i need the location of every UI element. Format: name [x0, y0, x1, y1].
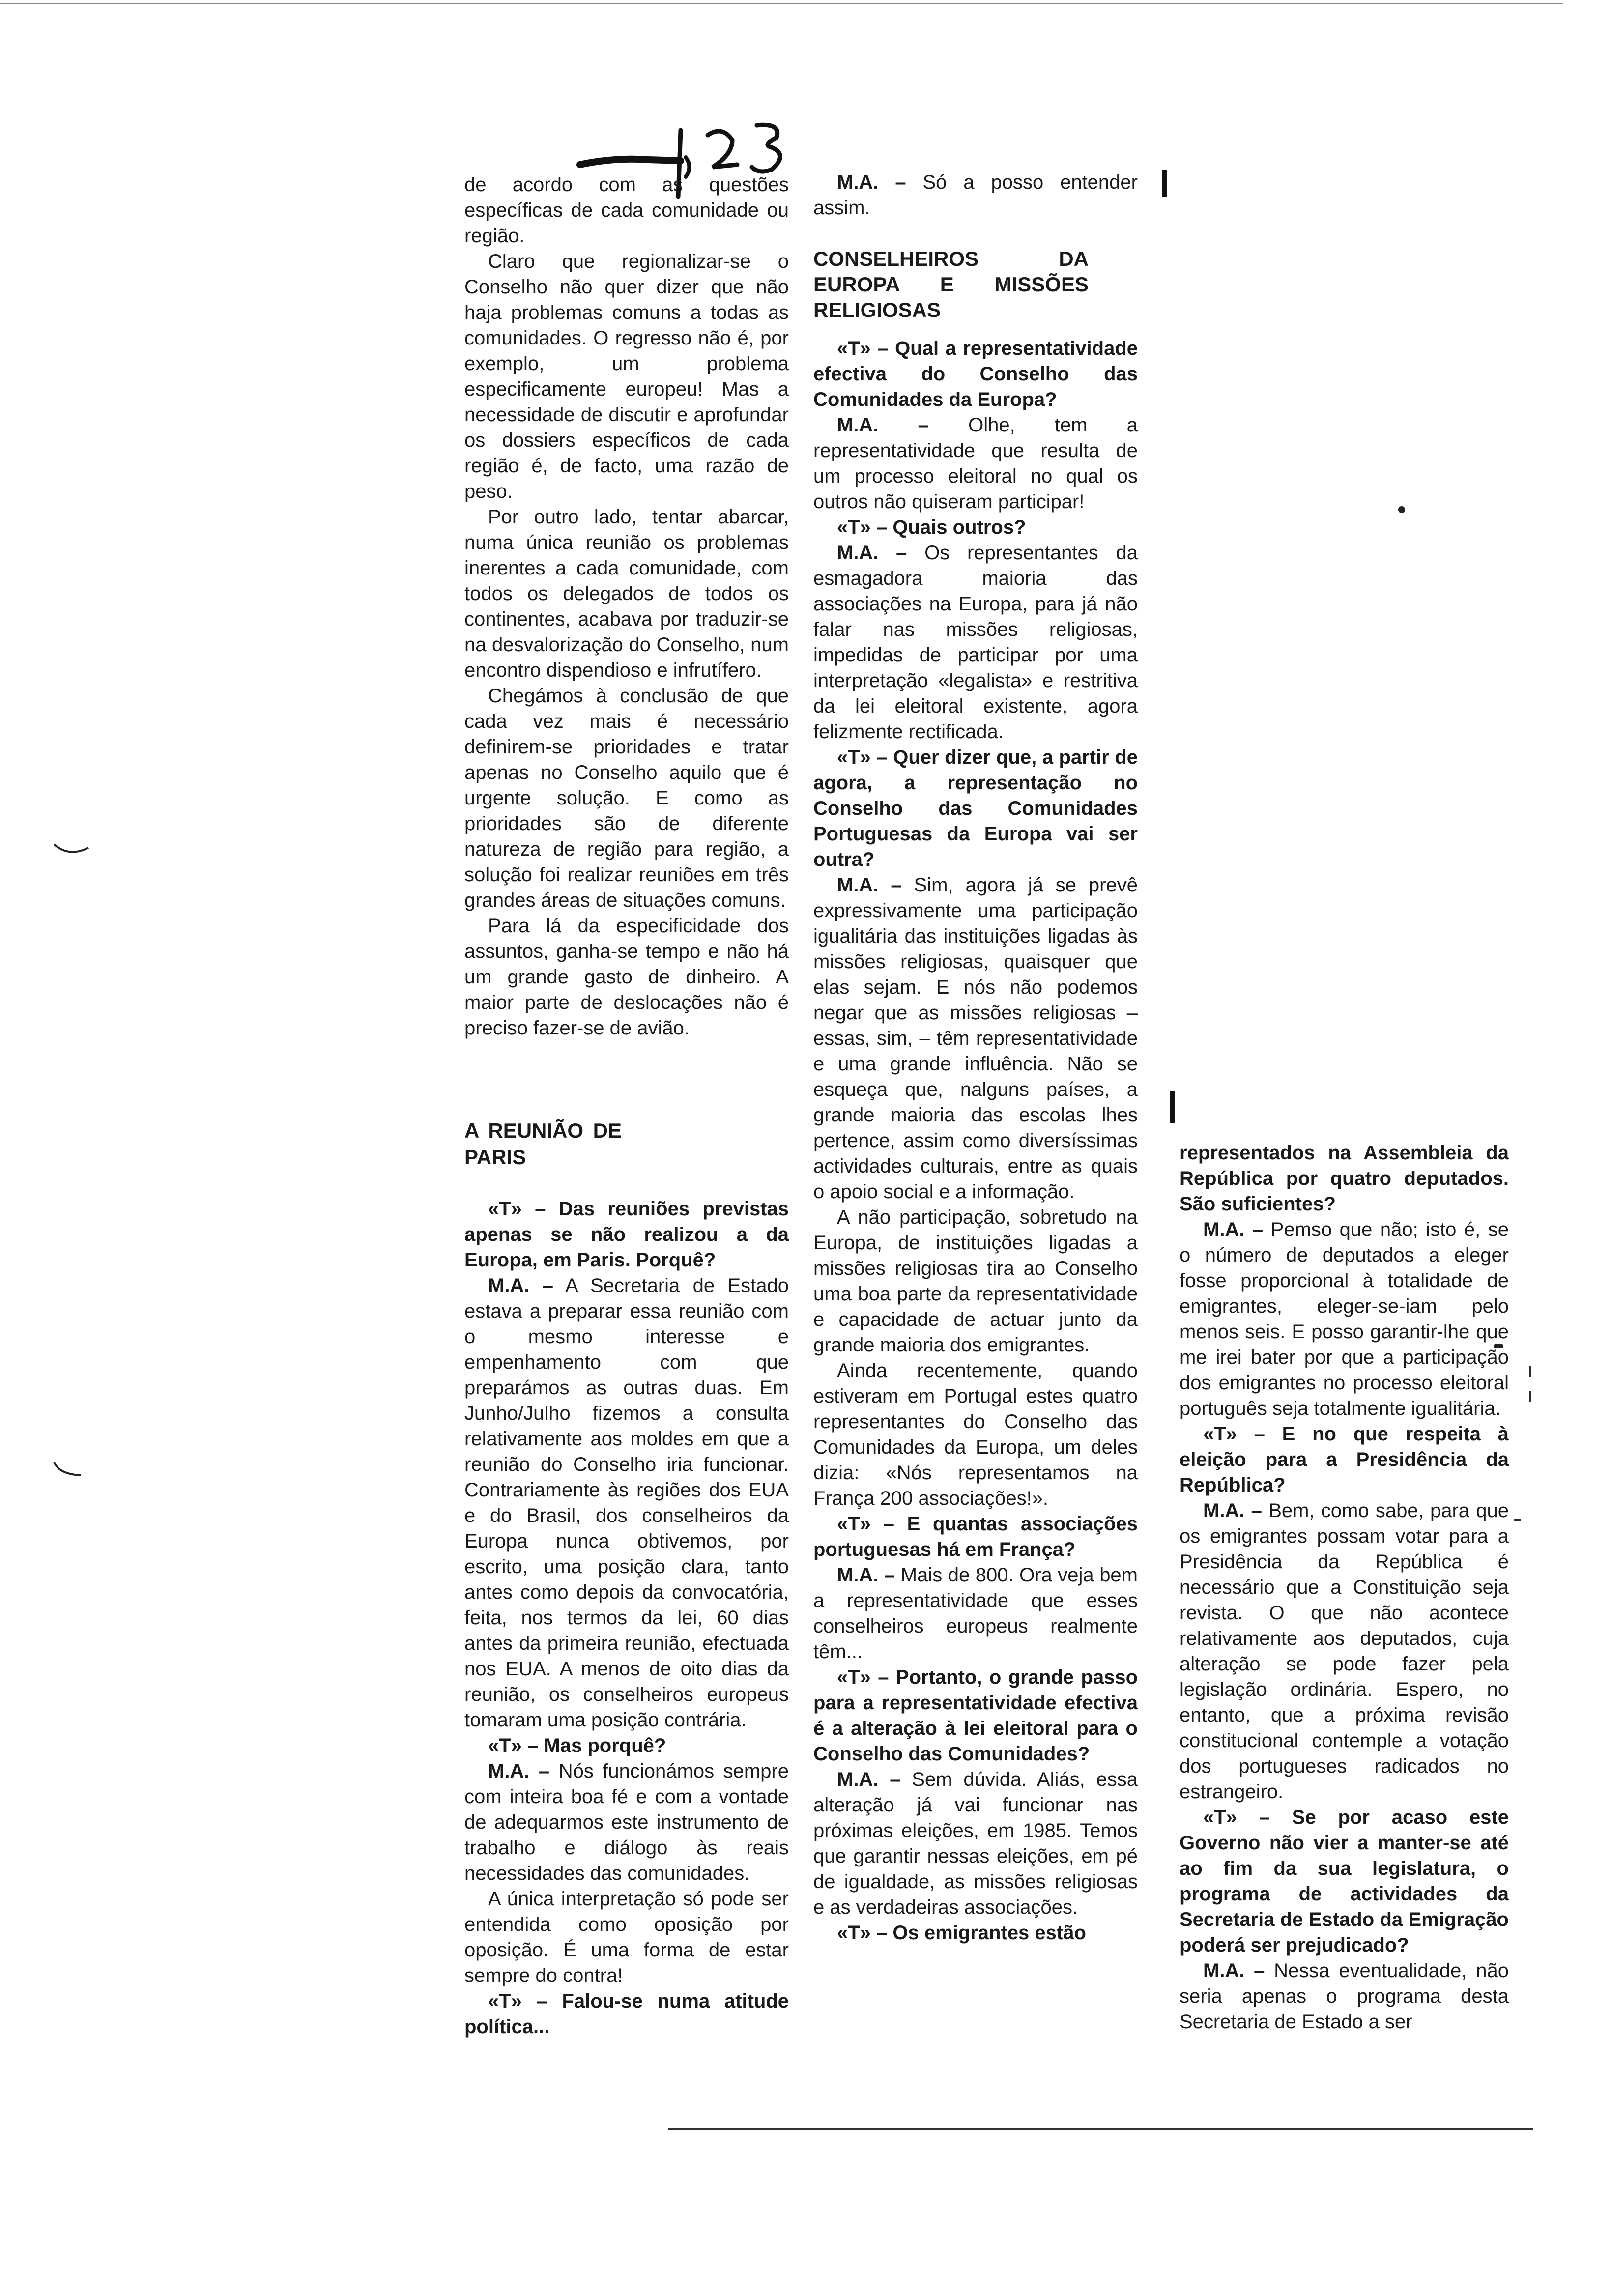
question: «T» – Mas porquê?: [488, 1735, 666, 1756]
section-heading: A REUNIÃO DE PARIS: [464, 1119, 622, 1169]
answer: [813, 170, 1138, 221]
paragraph: Chegámos à conclusão de que cada vez mais é necessário definirem-se prioridades e tratar apenas no Conselho aquilo que é urgente solução. E como as prioridades são de diferente natureza de região para região, a solução foi realizar reuniões em três grandes áreas de situações comuns.: [464, 685, 789, 911]
speaker: M.A. –: [488, 1760, 550, 1782]
paragraph: Para lá da especificidade dos assuntos, ganha-se tempo e não há um grande gasto de dinheiro. A maior parte de deslocações não é preciso fazer-se de avião.: [464, 915, 789, 1039]
question: «T» – Falou-se numa atitude política...: [464, 1990, 789, 2038]
answer-text: A Secretaria de Estado estava a preparar essa reunião com o mesmo interesse e empenhamento com que preparámos as outras duas. Em Junho/Julho fizemos a consulta relativamente aos moldes em que a reunião do Conselho iria funcionar. Contrariamente às regiões dos EUA e do Brasil, dos conselheiros da Europa nunca obtivemos, por escrito, uma posição clara, tanto antes como depois da convocatória, feita, nos termos da lei, 60 dias antes da primeira reunião, efectuada nos EUA. A menos de oito dias da reunião, os conselheiros europeus tomaram uma posição contrária.: [464, 1275, 789, 1731]
paragraph: Ainda recentemente, quando estiveram em Portugal estes quatro representantes do Conselho das Comunidades da Europa, um deles dizia: «Nós representamos na França 200 associações!».: [813, 1360, 1138, 1509]
question-continued: representados na Assembleia da República por quatro deputados. São suficientes?: [1180, 1142, 1509, 1215]
answer-text: Mais de 800. Ora veja bem a representatividade que esses conselheiros europeus realmente têm...: [813, 1564, 1138, 1663]
paragraph: A não participação, sobretudo na Europa, de instituições ligadas a missões religiosas tira ao Conselho uma boa parte da representatividade e capacidade de actuar junto da grande maioria dos emigrantes.: [813, 1206, 1138, 1356]
answer-text: Sem dúvida. Aliás, essa alteração já vai funcionar nas próximas eleições, em 1985. Temos que garantir nessas eleições, em pé de igualdade, as missões religiosas e as verdadeiras associações.: [813, 1769, 1138, 1918]
speaker: M.A. –: [837, 542, 907, 564]
speck: [1398, 506, 1405, 513]
column-2: [813, 170, 1138, 1946]
speaker: M.A. –: [837, 1564, 895, 1586]
column-3: [1180, 1140, 1509, 2035]
margin-mark-1: [52, 840, 91, 860]
answer: [1180, 1498, 1509, 1805]
answer-text: Bem, como sabe, para que os emigrantes possam votar para a Presidência da República é necessário que a Constituição seja revista. O que não acontece relativamente aos deputados, cuja alteração se pode fazer pela legislação ordinária. Espero, no entanto, que a próxima revisão constitucional contemple a votação dos portugueses radicados no estrangeiro.: [1180, 1500, 1509, 1803]
question: «T» – Quais outros?: [837, 517, 1026, 538]
answer-text: Sim, agora já se prevê expressivamente uma participação igualitária das instituições ligadas às missões religiosas, quaisquer que elas sejam. E nós não podemos negar que as missões religiosas – essas, sim, – têm representatividade e uma grande influência. Não se esqueça que, nalguns países, a grande maioria das escolas lhes pertence, assim como diversíssimas actividades culturais, entre as quais o apoio social e a informação.: [813, 874, 1138, 1203]
speaker: M.A. –: [837, 172, 906, 193]
paragraph: A única interpretação só pode ser entendida como oposição por oposição. É uma forma de estar sempre do contra!: [464, 1888, 789, 1986]
section-heading: CONSELHEIROS DA EUROPA E MISSÕES RELIGIOSAS: [813, 247, 1089, 321]
speaker: M.A. –: [837, 1769, 901, 1790]
question: «T» – E quantas associações portuguesas há em França?: [813, 1513, 1138, 1560]
question: «T» – Os emigrantes estão: [837, 1922, 1086, 1944]
paragraph: Por outro lado, tentar abarcar, numa única reunião os problemas inerentes a cada comunidade, com todos os delegados de todos os continentes, acabava por traduzir-se na desvalorização do Conselho, num encontro dispendioso e infrutífero.: [464, 506, 789, 681]
question: «T» – Portanto, o grande passo para a representatividade efectiva é a alteração à lei eleitoral para o Conselho das Comunidades?: [813, 1666, 1138, 1765]
speck: [1514, 1519, 1521, 1521]
paragraph: de acordo com as questões específicas de cada comunidade ou região.: [464, 174, 789, 247]
answer: [1180, 1958, 1509, 2035]
answer: [813, 540, 1138, 745]
speaker: M.A. –: [1203, 1219, 1264, 1240]
bottom-rule: [668, 2128, 1533, 2130]
answer: [1180, 1217, 1509, 1421]
speaker: M.A. –: [1203, 1500, 1262, 1521]
question: «T» – E no que respeita à eleição para a Presidência da República?: [1180, 1423, 1509, 1496]
answer-text: Olhe, tem a representatividade que resulta de um processo eleitoral no qual os outros não quiseram participar!: [813, 414, 1138, 513]
speaker: M.A. –: [837, 414, 929, 436]
question: «T» – Quer dizer que, a partir de agora, a representação no Conselho das Comunidades Portuguesas da Europa vai ser outra?: [813, 746, 1138, 870]
speaker: M.A. –: [837, 874, 902, 896]
margin-mark-2: [52, 1460, 91, 1479]
scan-top-line: [0, 3, 1563, 4]
speck: [1529, 1391, 1531, 1402]
answer: [813, 1562, 1138, 1665]
answer-text: Pemso que não; isto é, se o número de deputados a eleger fosse proporcional à totalidade de emigrantes, eleger-se-iam pelo menos seis. E posso garantir-lhe que me irei bater por que a participação dos emigrantes no processo eleitoral português seja totalmente igualitária.: [1180, 1219, 1509, 1419]
answer: [813, 1767, 1138, 1920]
question: «T» – Qual a representatividade efectiva do Conselho das Comunidades da Europa?: [813, 338, 1138, 410]
margin-bar-middle: [1170, 1091, 1175, 1123]
column-1: [464, 172, 789, 2039]
answer-text: Nós funcionámos sempre com inteira boa fé e com a vontade de adequarmos este instrumento de trabalho e diálogo às reais necessidades das comunidades.: [464, 1760, 789, 1884]
answer: [464, 1273, 789, 1733]
speck: [1529, 1366, 1531, 1377]
speaker: M.A. –: [1203, 1960, 1265, 1981]
question: «T» – Das reuniões previstas apenas se não realizou a da Europa, em Paris. Porquê?: [464, 1198, 789, 1271]
margin-bar-top: [1162, 170, 1167, 197]
answer: [813, 872, 1138, 1205]
speaker: M.A. –: [488, 1275, 554, 1296]
answer-text: Os representantes da esmagadora maioria das associações na Europa, para já não falar nas missões religiosas, impedidas de participar por uma interpretação «legalista» e restritiva da lei eleitoral existente, agora felizmente rectificada.: [813, 542, 1138, 743]
answer-text: Só a posso entender assim.: [813, 172, 1138, 219]
paragraph: Claro que regionalizar-se o Conselho não quer dizer que não haja problemas comuns a todas as comunidades. O regresso não é, por exemplo, um problema especificamente europeu! Mas a necessidade de discutir e aprofundar os dossiers específicos de cada região é, de facto, uma razão de peso.: [464, 251, 789, 502]
answer: [813, 412, 1138, 515]
answer-text: Nessa eventualidade, não seria apenas o programa desta Secretaria de Estado a ser: [1180, 1960, 1509, 2033]
answer: [464, 1758, 789, 1886]
question: «T» – Se por acaso este Governo não vier a manter-se até ao fim da sua legislatura, o programa de actividades da Secretaria de Estado da Emigração poderá ser prejudicado?: [1180, 1807, 1509, 1956]
